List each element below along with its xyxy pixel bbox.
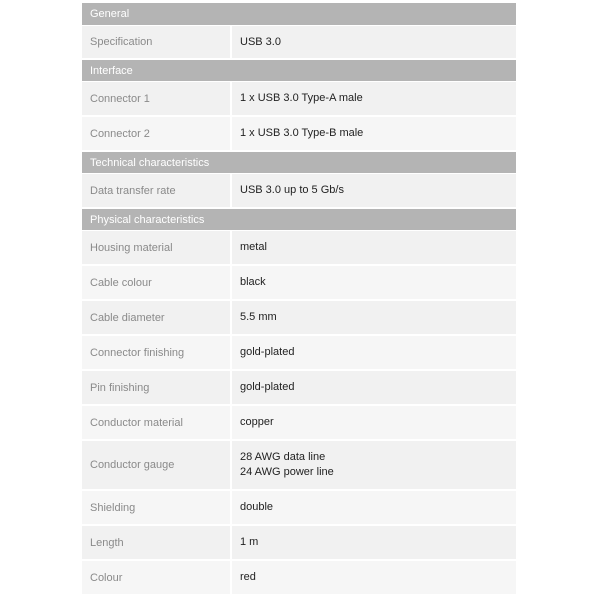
row-label: Connector 1	[82, 82, 232, 115]
row-label: Shielding	[82, 491, 232, 524]
row-value: gold-plated	[232, 336, 516, 369]
section-header-general: General	[82, 3, 516, 26]
table-row-shielding	[82, 491, 516, 526]
row-value: 1 x USB 3.0 Type-A male	[232, 82, 516, 115]
row-label: Connector 2	[82, 117, 232, 150]
row-label: Cable colour	[82, 266, 232, 299]
row-label: Colour	[82, 561, 232, 594]
row-value: USB 3.0	[232, 26, 516, 58]
table-row-cable-diameter	[82, 301, 516, 336]
row-label: Cable diameter	[82, 301, 232, 334]
row-label: Housing material	[82, 231, 232, 264]
row-value: copper	[232, 406, 516, 439]
table-row-specification	[82, 26, 516, 60]
table-row-pin-finishing	[82, 371, 516, 406]
section-header-interface: Interface	[82, 60, 516, 82]
section-header-physical: Physical characteristics	[82, 209, 516, 231]
table-row-length	[82, 526, 516, 561]
table-row-connector-1	[82, 82, 516, 117]
row-label: Conductor material	[82, 406, 232, 439]
row-value: USB 3.0 up to 5 Gb/s	[232, 174, 516, 207]
row-label: Connector finishing	[82, 336, 232, 369]
section-header-technical: Technical characteristics	[82, 152, 516, 174]
row-value: 1 m	[232, 526, 516, 559]
row-value: black	[232, 266, 516, 299]
table-row-cable-colour	[82, 266, 516, 301]
table-row-connector-finishing	[82, 336, 516, 371]
row-value: double	[232, 491, 516, 524]
table-row-conductor-gauge	[82, 441, 516, 491]
row-value: 5.5 mm	[232, 301, 516, 334]
table-row-data-transfer-rate	[82, 174, 516, 209]
table-row-colour	[82, 561, 516, 596]
row-label: Data transfer rate	[82, 174, 232, 207]
row-label: Pin finishing	[82, 371, 232, 404]
row-value: 1 x USB 3.0 Type-B male	[232, 117, 516, 150]
row-label: Length	[82, 526, 232, 559]
row-value: metal	[232, 231, 516, 264]
row-value: 28 AWG data line 24 AWG power line	[232, 441, 516, 489]
row-label: Conductor gauge	[82, 441, 232, 489]
spec-table	[82, 3, 516, 596]
table-row-connector-2	[82, 117, 516, 152]
row-value: red	[232, 561, 516, 594]
row-label: Specification	[82, 26, 232, 58]
table-row-housing-material	[82, 231, 516, 266]
row-value: gold-plated	[232, 371, 516, 404]
table-row-conductor-material	[82, 406, 516, 441]
